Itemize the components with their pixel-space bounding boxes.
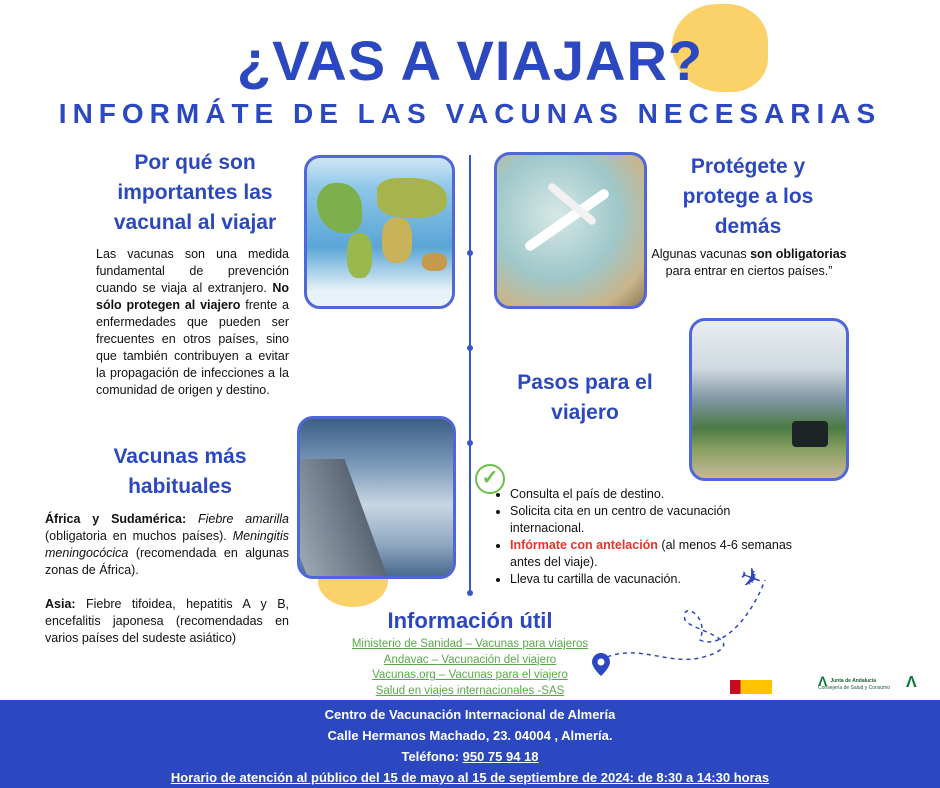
mountain-road-image [689,318,849,481]
protect-title: Protégete y protege a los demás [682,155,814,238]
info-title: Información útil [387,608,553,633]
airplane-wing-image [297,416,456,579]
common-africa-text: África y Sudamérica: Fiebre amarilla (obligatoria en muchos países). Meningitis meningocócica (recomendada en algunas zonas de África). [45,512,290,577]
spain-government-logo [730,680,800,694]
timeline-dot [467,590,473,596]
phone-link[interactable]: 950 75 94 18 [462,749,539,764]
step-item: • Infórmate con antelación (al menos 4-6 semanas antes del viaje). [510,537,796,571]
link-andavac[interactable]: Andavac – Vacunación del viajero [383,653,557,666]
andalucia-logo: Λ [906,674,917,691]
info-links [330,637,610,699]
link-vacunas-org[interactable]: Vacunas.org – Vacunas para el viajero [372,669,568,681]
step-item: • Lleva tu cartilla de vacunación. [510,571,796,588]
footer-center-name: Centro de Vacunación Internacional de Almería [324,707,616,722]
checkmark-icon: ✓ [475,464,505,494]
timeline-dot [467,250,473,256]
footer-phone: Teléfono: 950 75 94 18 [401,749,539,764]
airplane-icon: ✈ [735,560,767,596]
common-asia-text: Asia: Fiebre tifoidea, hepatitis A y B, encefalitis japonesa (recomendadas en varios países del sudeste asiático) [45,597,289,645]
common-title: Vacunas más habituales [113,445,247,498]
plane-globe-image [494,152,647,309]
link-sas[interactable]: Salud en viajes internacionales -SAS [375,684,565,697]
timeline-dot [467,440,473,446]
step-item: • Consulta el país de destino. [510,486,796,503]
step-item: • Solicita cita en un centro de vacunación internacional. [510,503,796,537]
why-title: Por qué son importantes las vacunal al viajar [113,151,277,234]
why-text: Las vacunas son una medida fundamental de prevención cuando se viaja al extranjero. No sólo protegen al viajero frente a enfermedades que pueden ser frecuentes en otros países, sino que también contribuyen a evitar la propagación de infecciones a la comunidad de origen y destino. [96,247,289,397]
world-map-image [304,155,455,309]
footer [0,700,940,788]
timeline-line [469,155,471,595]
page-subtitle: INFORMÁTE DE LAS VACUNAS NECESARIAS [58,98,882,129]
timeline-dot [467,345,473,351]
link-ministerio[interactable]: Ministerio de Sanidad – Vacunas para viajeros [351,638,589,650]
protect-text: Algunas vacunas son obligatorias para entrar en ciertos países.” [651,247,847,278]
page-title: ¿VAS A VIAJAR? [236,29,704,92]
junta-andalucia-logo: Λ Junta de Andalucía Consejería de Salud y Consumo [818,673,890,691]
steps-title: Pasos para el viajero [517,371,653,424]
footer-hours: Horario de atención al público del 15 de mayo al 15 de septiembre de 2024: de 8:30 a 14:30 horas [170,770,770,785]
footer-address: Calle Hermanos Machado, 23. 04004 , Almería. [327,728,613,743]
